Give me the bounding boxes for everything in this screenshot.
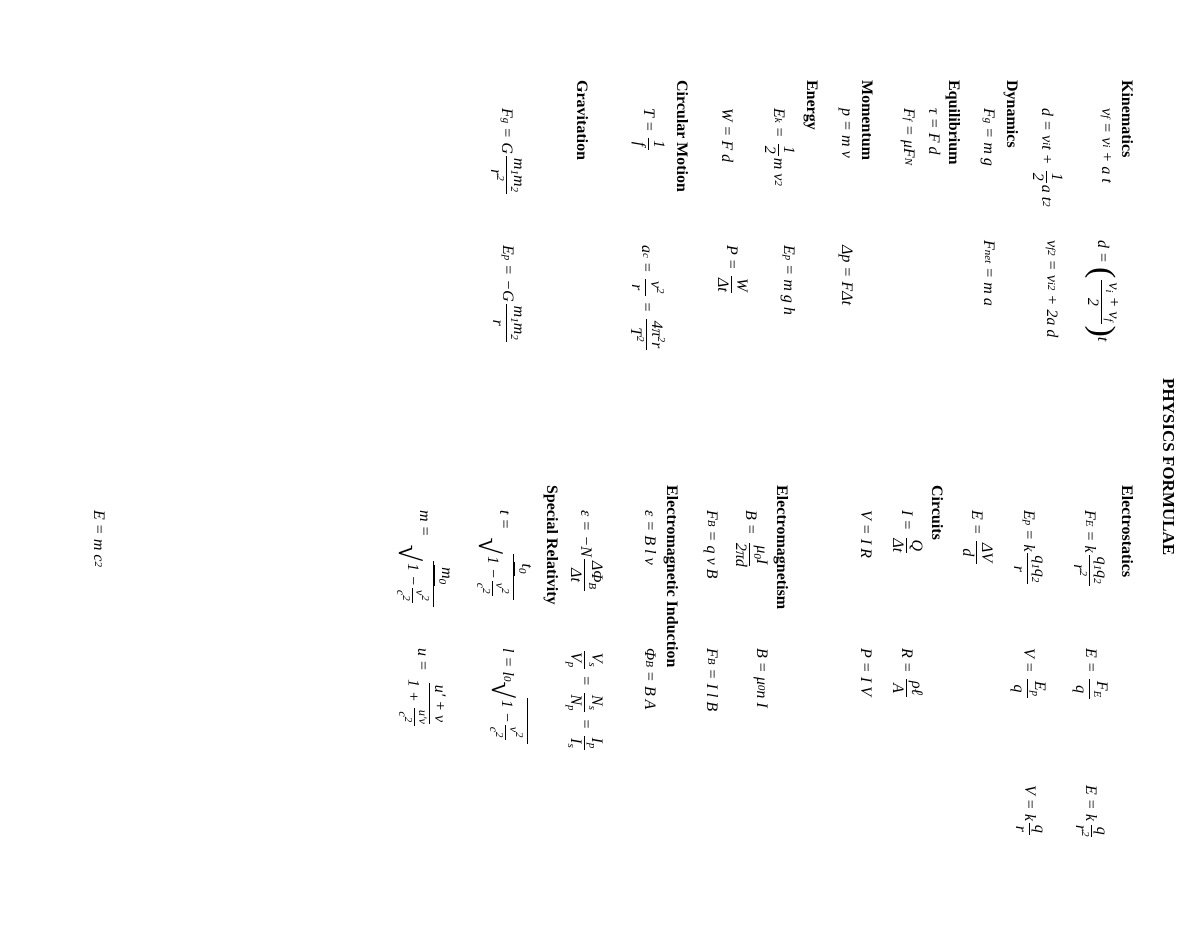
formula-torque: τ = F d — [925, 108, 942, 155]
formula-final-velocity: v f = v i + a t — [1098, 108, 1115, 183]
formula-electric-potential-energy: E p = k $q_1q_2$ r — [1010, 510, 1048, 583]
formula-electric-power: P = I V — [857, 648, 874, 696]
formula-mass-energy: E = m c 2 — [90, 510, 107, 567]
formula-weight: F g = m g — [980, 108, 997, 166]
section-heading-dynamics: Dynamics — [1003, 80, 1020, 148]
formula-gravitational-force: F g = G $m_1m_2$ $r^2$ — [487, 108, 527, 192]
formula-electric-field-point: E = k q $r^2$ — [1071, 785, 1110, 837]
formula-kinetic-energy: E k = 1 2 m v 2 — [760, 108, 797, 186]
formula-impulse: Δp = FΔt — [838, 245, 855, 306]
section-heading-gravitation: Gravitation — [573, 80, 590, 160]
formula-coulomb-force: F E = k $q_1q_2$ $r^2$ — [1070, 510, 1110, 584]
formula-ohms-law: V = I R — [857, 510, 874, 558]
formula-current: I = Q Δt — [888, 510, 925, 553]
formula-transformer: $V_s$ $V_p$ = $N_s$ $N_p$ = $I_p$ $I_s$ — [565, 652, 605, 749]
formula-time-dilation: t = $t_0$ √ 1 − $v^2$ $c^2$ — [473, 510, 535, 604]
section-heading-special-relativity: Special Relativity — [543, 485, 560, 605]
formula-friction: F f = μF N — [900, 108, 917, 166]
formula-net-force: F net = m a — [980, 240, 997, 306]
formula-length-contraction: l = l 0 √ 1 − $v^2$ $c^2$ — [486, 648, 528, 744]
formula-displacement-average-velocity: d = ( $v_i + v_f$ 2 ) t — [1084, 240, 1122, 342]
section-heading-electromagnetic-induction: Electromagnetic Induction — [663, 485, 680, 668]
formula-electric-potential-point: V = k q r — [1011, 785, 1048, 833]
section-heading-circuits: Circuits — [928, 485, 945, 540]
formula-gravitational-potential: E p = −G $m_1m_2$ r — [489, 245, 527, 340]
section-heading-equilibrium: Equilibrium — [945, 80, 962, 165]
formula-electric-potential: V = $E_p$ q — [1010, 648, 1048, 697]
section-heading-momentum: Momentum — [858, 80, 875, 160]
formula-work: W = F d — [718, 108, 735, 163]
formula-faraday-law: ε = −N $\Delta\Phi_B$ Δt — [567, 510, 605, 590]
section-heading-circular-motion: Circular Motion — [673, 80, 690, 192]
formula-resistance: R = ρℓ A — [888, 648, 925, 696]
formula-force-moving-charge: F B = q v B — [703, 510, 720, 579]
formula-velocity-addition: u = u′ + v 1 + u′v $c^2$ — [395, 648, 448, 724]
formula-motional-emf: ε = B l v — [641, 510, 658, 565]
section-heading-energy: Energy — [803, 80, 820, 130]
formula-displacement-acceleration: d = v i t + 1 2 a t 2 — [1028, 108, 1065, 207]
formula-force-wire: F B = I l B — [703, 648, 720, 712]
formula-velocity-squared: v f 2 = v i 2 + 2a d — [1043, 240, 1060, 338]
formula-potential-energy: E p = m g h — [780, 245, 797, 315]
page-title: PHYSICS FORMULAE — [1159, 378, 1178, 556]
section-heading-kinematics: Kinematics — [1118, 80, 1135, 158]
formula-electric-field-force: E = $F_E$ q — [1072, 648, 1110, 698]
formula-power: P = W Δt — [713, 245, 750, 292]
section-heading-electrostatics: Electrostatics — [1118, 485, 1135, 578]
formula-relativistic-mass: m = $m_0$ √ 1 − $v^2$ $c^2$ — [393, 510, 455, 611]
formula-field-solenoid: B = μ 0 n I — [753, 648, 770, 708]
formula-momentum: p = m v — [838, 108, 855, 158]
formula-magnetic-flux: Φ B = B A — [641, 648, 658, 710]
formula-centripetal-acceleration: a c = $v^2$ r = $4\pi^2r$ $T^2$ — [626, 245, 667, 349]
section-heading-electromagnetism: Electromagnetism — [773, 485, 790, 610]
formula-uniform-field: E = ΔV d — [958, 510, 995, 562]
formula-period: T = 1 f — [630, 108, 667, 148]
formula-field-long-wire: B = $\mu_0I$ 2πd — [732, 510, 770, 567]
